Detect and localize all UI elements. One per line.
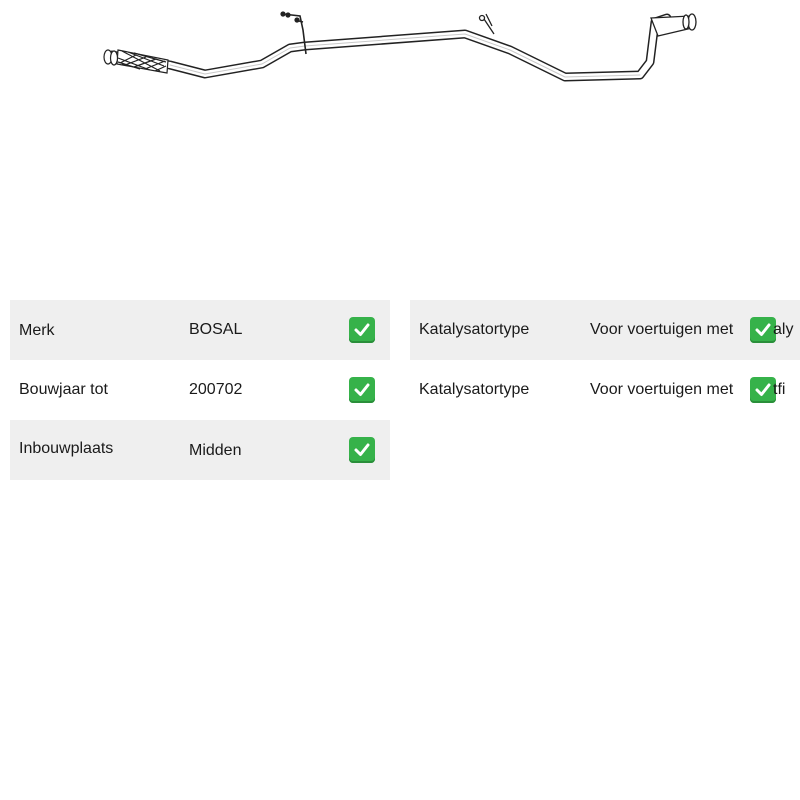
spec-table-left xyxy=(10,300,390,480)
spec-value-overflow: tfi xyxy=(773,381,786,398)
spec-row-inbouwplaats xyxy=(10,420,390,480)
spec-value: BOSAL xyxy=(189,321,243,338)
spec-row-merk xyxy=(10,300,390,360)
spec-row-bouwjaar-tot xyxy=(10,360,390,420)
exhaust-pipe-icon xyxy=(0,0,800,100)
check-mark-icon xyxy=(349,377,375,403)
spec-label: Katalysatortype xyxy=(419,321,530,338)
spec-row-katalysatortype xyxy=(410,300,800,360)
spec-label: Katalysatortype xyxy=(419,381,530,398)
check-mark-icon xyxy=(349,317,375,343)
spec-value: Voor voertuigen met xyxy=(590,321,734,338)
spec-value-overflow: aly xyxy=(773,321,794,338)
spec-row-katalysatortype xyxy=(410,360,800,420)
spec-label: Bouwjaar tot xyxy=(19,381,108,398)
spec-value: 200702 xyxy=(189,381,243,398)
spec-value: Midden xyxy=(189,442,242,460)
spec-label: Merk xyxy=(19,322,55,340)
check-mark-icon xyxy=(349,437,375,463)
spec-label: Inbouwplaats xyxy=(19,439,114,457)
spec-value: Voor voertuigen met xyxy=(590,381,734,398)
spec-table-right xyxy=(410,300,800,420)
